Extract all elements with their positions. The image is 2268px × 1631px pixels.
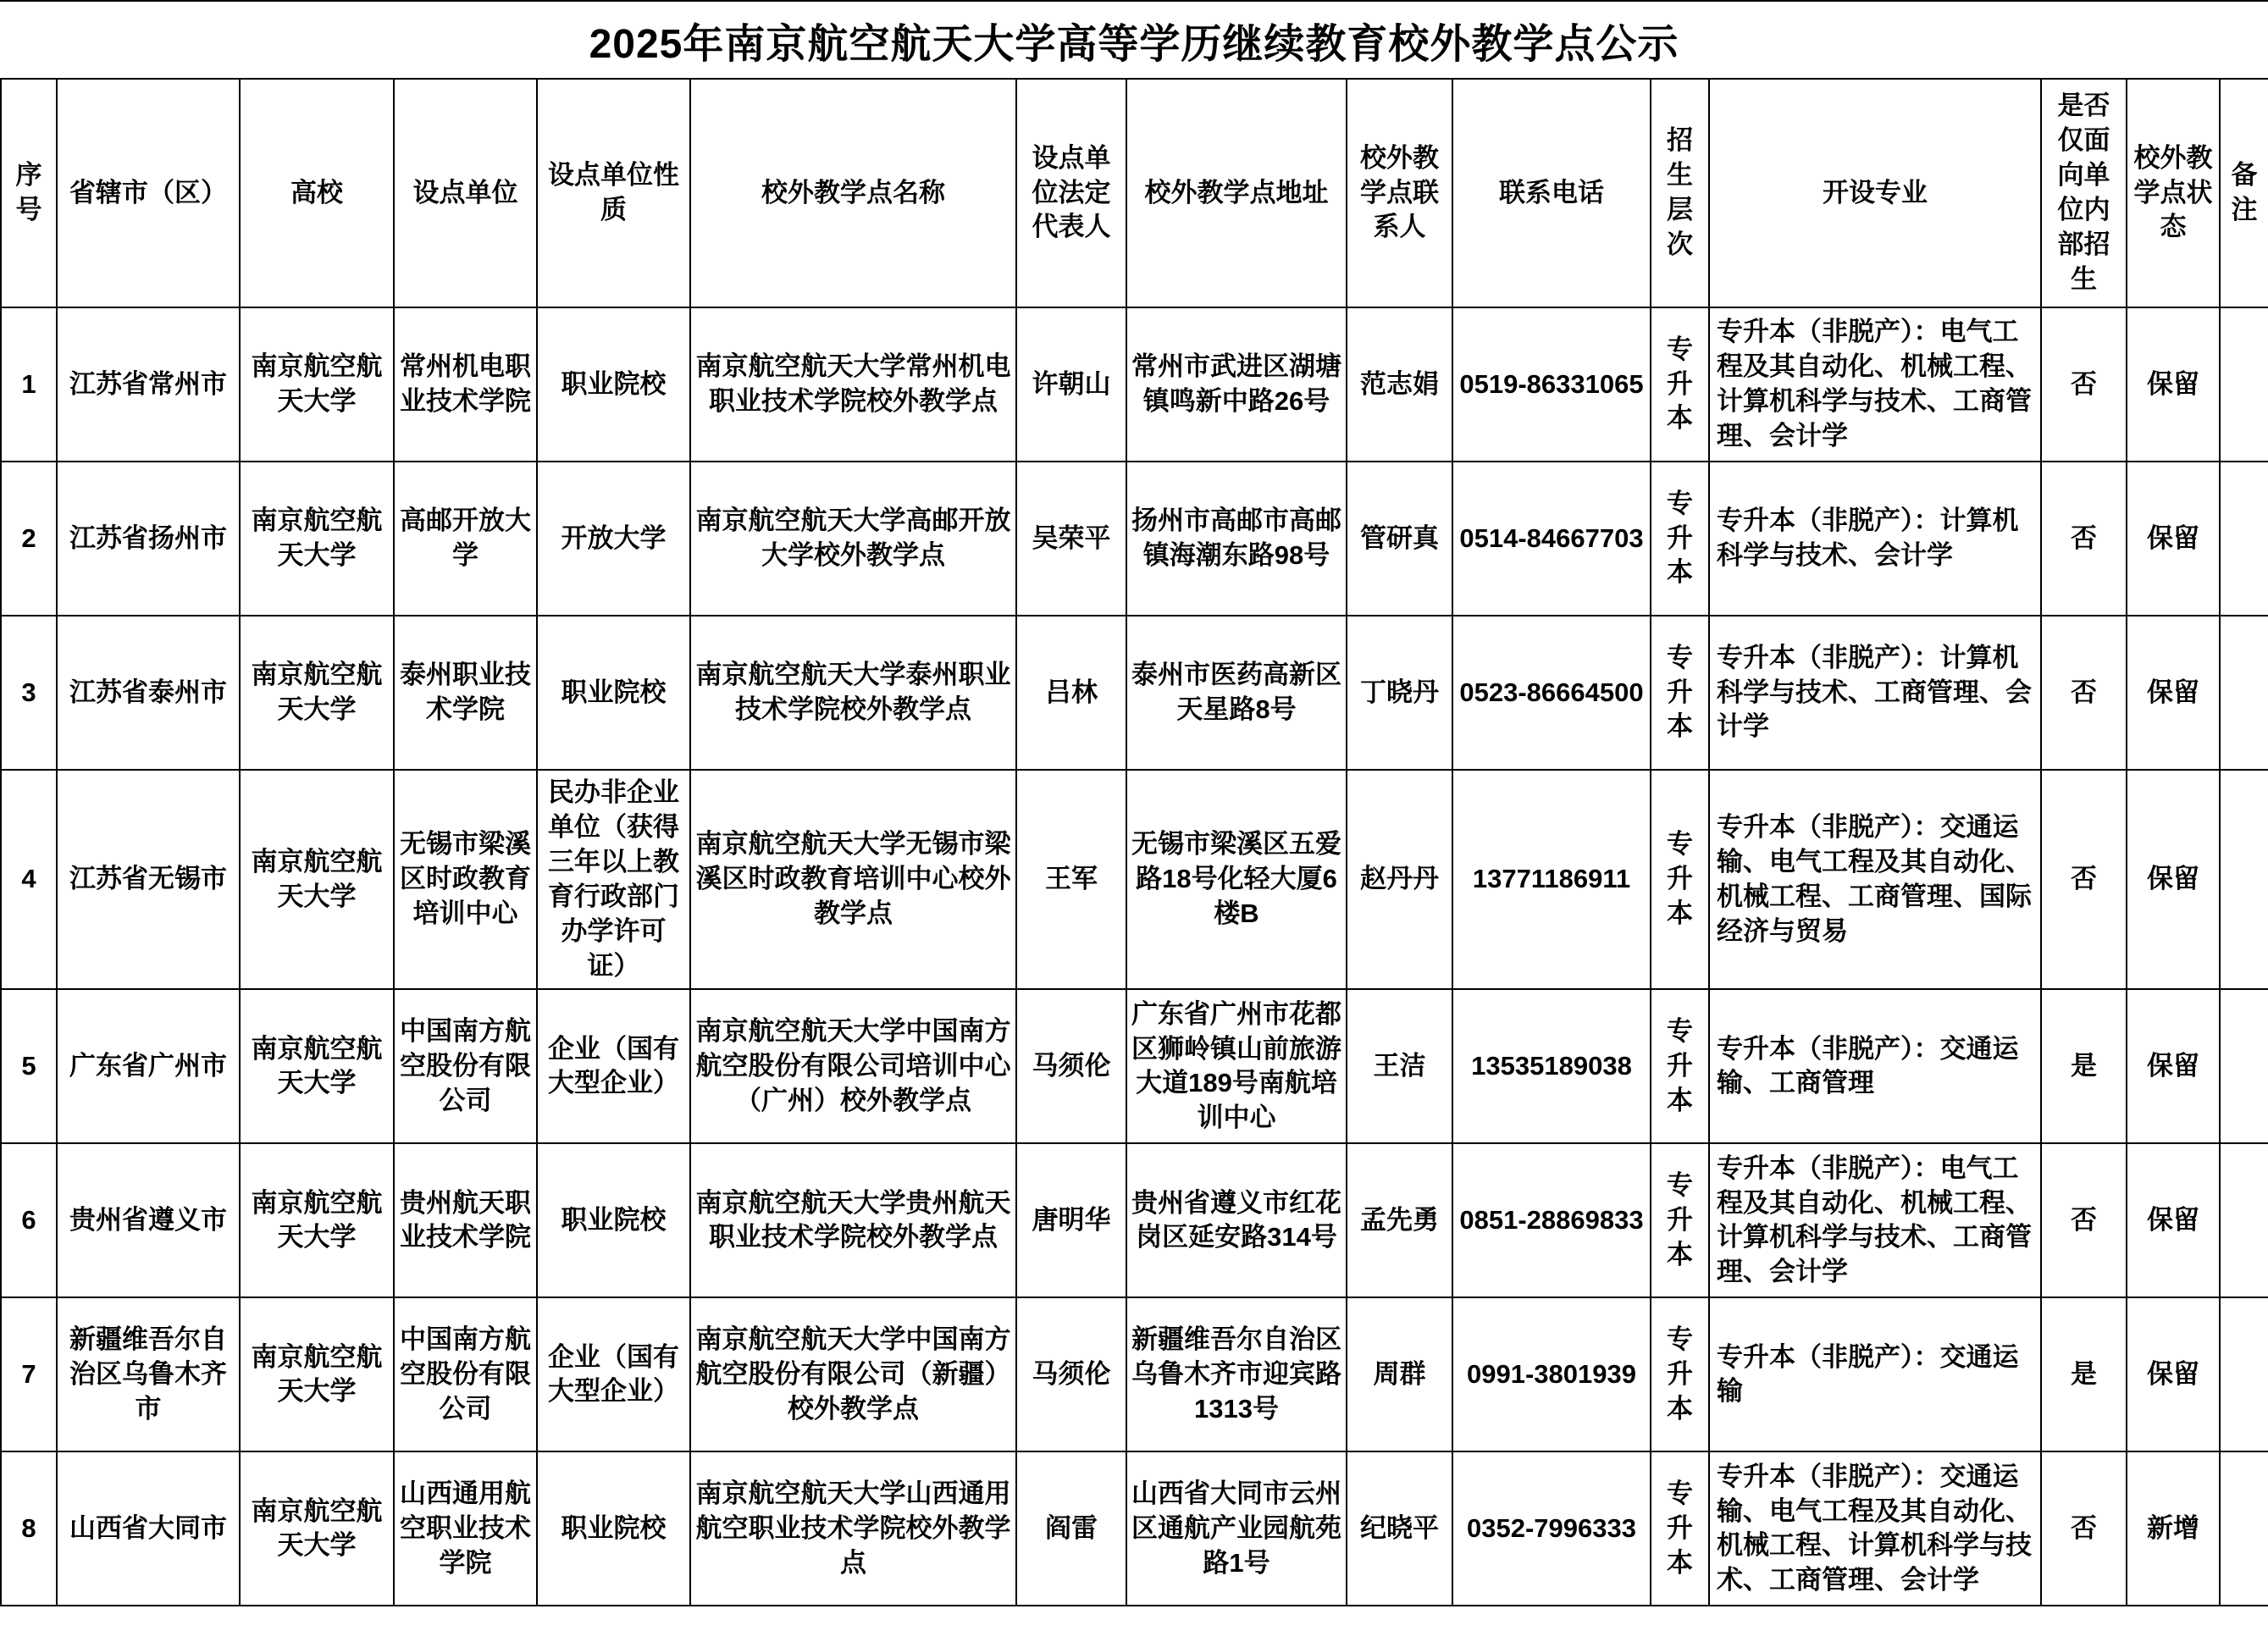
table-cell: 丁晓丹 bbox=[1347, 616, 1452, 770]
table-cell: 保留 bbox=[2127, 462, 2220, 616]
table-body bbox=[1, 307, 2268, 1606]
table-cell: 南京航空航天大学 bbox=[240, 1451, 394, 1606]
table-cell: 是 bbox=[2041, 1297, 2127, 1451]
table-cell: 吴荣平 bbox=[1016, 462, 1126, 616]
table-cell: 扬州市高邮市高邮镇海潮东路98号 bbox=[1126, 462, 1347, 616]
table-cell: 专升本 bbox=[1651, 307, 1709, 462]
table-cell: 职业院校 bbox=[537, 307, 690, 462]
table-cell: 4 bbox=[1, 770, 57, 989]
table-cell: 专升本（非脱产）：计算机科学与技术、工商管理、会计学 bbox=[1709, 616, 2041, 770]
table-cell: 新疆维吾尔自治区乌鲁木齐市迎宾路1313号 bbox=[1126, 1297, 1347, 1451]
table-cell: 否 bbox=[2041, 770, 2127, 989]
table-cell: 6 bbox=[1, 1143, 57, 1297]
table-cell: 专升本 bbox=[1651, 989, 1709, 1143]
table-cell: 民办非企业单位（获得三年以上教育行政部门办学许可证） bbox=[537, 770, 690, 989]
column-header: 校外教学点名称 bbox=[690, 79, 1016, 307]
table-cell: 0514-84667703 bbox=[1452, 462, 1651, 616]
column-header: 校外教学点地址 bbox=[1126, 79, 1347, 307]
table-cell: 许朝山 bbox=[1016, 307, 1126, 462]
table-cell: 中国南方航空股份有限公司 bbox=[394, 1297, 537, 1451]
table-cell: 0991-3801939 bbox=[1452, 1297, 1651, 1451]
table-cell: 南京航空航天大学中国南方航空股份有限公司（新疆）校外教学点 bbox=[690, 1297, 1016, 1451]
table-cell: 7 bbox=[1, 1297, 57, 1451]
column-header: 序号 bbox=[1, 79, 57, 307]
table-cell: 保留 bbox=[2127, 770, 2220, 989]
table-cell: 无锡市梁溪区时政教育培训中心 bbox=[394, 770, 537, 989]
table-cell: 常州市武进区湖塘镇鸣新中路26号 bbox=[1126, 307, 1347, 462]
table-cell: 专升本（非脱产）：交通运输 bbox=[1709, 1297, 2041, 1451]
table-cell: 吕林 bbox=[1016, 616, 1126, 770]
table-cell: 专升本（非脱产）：电气工程及其自动化、机械工程、计算机科学与技术、工商管理、会计学 bbox=[1709, 307, 2041, 462]
table-row bbox=[1, 989, 2268, 1143]
table-cell: 专升本 bbox=[1651, 1297, 1709, 1451]
table-cell: 0523-86664500 bbox=[1452, 616, 1651, 770]
table-cell: 江苏省常州市 bbox=[57, 307, 240, 462]
table-cell: 南京航空航天大学高邮开放大学校外教学点 bbox=[690, 462, 1016, 616]
table-cell: 保留 bbox=[2127, 616, 2220, 770]
table-cell: 8 bbox=[1, 1451, 57, 1606]
table-cell: 专升本 bbox=[1651, 770, 1709, 989]
table-cell bbox=[2220, 462, 2268, 616]
table-cell: 赵丹丹 bbox=[1347, 770, 1452, 989]
table-cell: 保留 bbox=[2127, 989, 2220, 1143]
table-cell: 2 bbox=[1, 462, 57, 616]
table-cell: 马须伦 bbox=[1016, 989, 1126, 1143]
table-cell: 贵州省遵义市 bbox=[57, 1143, 240, 1297]
column-header: 设点单位法定代表人 bbox=[1016, 79, 1126, 307]
table-cell: 泰州职业技术学院 bbox=[394, 616, 537, 770]
table-cell: 否 bbox=[2041, 1451, 2127, 1606]
column-header: 招生层次 bbox=[1651, 79, 1709, 307]
column-header: 设点单位性质 bbox=[537, 79, 690, 307]
table-cell bbox=[2220, 1451, 2268, 1606]
table-cell: 否 bbox=[2041, 616, 2127, 770]
column-header: 是否仅面向单位内部招生 bbox=[2041, 79, 2127, 307]
table-cell: 专升本（非脱产）：交通运输、电气工程及其自动化、机械工程、计算机科学与技术、工商管理、会计学 bbox=[1709, 1451, 2041, 1606]
table-cell: 职业院校 bbox=[537, 1451, 690, 1606]
table-cell: 王洁 bbox=[1347, 989, 1452, 1143]
table-cell bbox=[2220, 1297, 2268, 1451]
table-cell: 专升本 bbox=[1651, 1143, 1709, 1297]
table-cell: 山西省大同市 bbox=[57, 1451, 240, 1606]
table-cell: 职业院校 bbox=[537, 616, 690, 770]
table-cell: 南京航空航天大学泰州职业技术学院校外教学点 bbox=[690, 616, 1016, 770]
table-cell: 中国南方航空股份有限公司 bbox=[394, 989, 537, 1143]
table-row bbox=[1, 307, 2268, 462]
table-cell: 开放大学 bbox=[537, 462, 690, 616]
table-row bbox=[1, 1297, 2268, 1451]
table-cell: 新疆维吾尔自治区乌鲁木齐市 bbox=[57, 1297, 240, 1451]
table-cell: 南京航空航天大学 bbox=[240, 1297, 394, 1451]
table-cell: 常州机电职业技术学院 bbox=[394, 307, 537, 462]
table-cell: 江苏省泰州市 bbox=[57, 616, 240, 770]
table-cell: 否 bbox=[2041, 1143, 2127, 1297]
table-row bbox=[1, 1143, 2268, 1297]
column-header: 设点单位 bbox=[394, 79, 537, 307]
table-cell: 南京航空航天大学 bbox=[240, 462, 394, 616]
table-cell: 马须伦 bbox=[1016, 1297, 1126, 1451]
table-cell: 专升本 bbox=[1651, 616, 1709, 770]
column-header: 备注 bbox=[2220, 79, 2268, 307]
table-cell: 南京航空航天大学贵州航天职业技术学院校外教学点 bbox=[690, 1143, 1016, 1297]
table-cell: 5 bbox=[1, 989, 57, 1143]
table-cell: 贵州航天职业技术学院 bbox=[394, 1143, 537, 1297]
table-cell: 专升本 bbox=[1651, 462, 1709, 616]
table-cell: 高邮开放大学 bbox=[394, 462, 537, 616]
table-cell: 保留 bbox=[2127, 1297, 2220, 1451]
table-cell: 阎雷 bbox=[1016, 1451, 1126, 1606]
table-cell: 广东省广州市 bbox=[57, 989, 240, 1143]
column-header: 联系电话 bbox=[1452, 79, 1651, 307]
table-row bbox=[1, 1451, 2268, 1606]
table-cell: 范志娟 bbox=[1347, 307, 1452, 462]
table-cell: 专升本（非脱产）：计算机科学与技术、会计学 bbox=[1709, 462, 2041, 616]
column-header: 开设专业 bbox=[1709, 79, 2041, 307]
table-cell: 保留 bbox=[2127, 307, 2220, 462]
table-cell: 专升本（非脱产）：交通运输、工商管理 bbox=[1709, 989, 2041, 1143]
table-cell: 专升本 bbox=[1651, 1451, 1709, 1606]
table-cell: 孟先勇 bbox=[1347, 1143, 1452, 1297]
table-cell: 江苏省无锡市 bbox=[57, 770, 240, 989]
table-cell: 泰州市医药高新区天星路8号 bbox=[1126, 616, 1347, 770]
table-cell: 王军 bbox=[1016, 770, 1126, 989]
table-cell bbox=[2220, 307, 2268, 462]
table-cell: 唐明华 bbox=[1016, 1143, 1126, 1297]
table-cell: 3 bbox=[1, 616, 57, 770]
table-cell: 企业（国有大型企业） bbox=[537, 1297, 690, 1451]
table-cell: 否 bbox=[2041, 462, 2127, 616]
table-cell: 新增 bbox=[2127, 1451, 2220, 1606]
table-cell: 南京航空航天大学 bbox=[240, 616, 394, 770]
column-header: 高校 bbox=[240, 79, 394, 307]
table-cell: 贵州省遵义市红花岗区延安路314号 bbox=[1126, 1143, 1347, 1297]
table-cell bbox=[2220, 616, 2268, 770]
table-row bbox=[1, 616, 2268, 770]
table-cell: 南京航空航天大学 bbox=[240, 770, 394, 989]
table-cell: 保留 bbox=[2127, 1143, 2220, 1297]
table-cell: 职业院校 bbox=[537, 1143, 690, 1297]
table-cell: 13771186911 bbox=[1452, 770, 1651, 989]
table-cell: 0851-28869833 bbox=[1452, 1143, 1651, 1297]
page-title: 2025年南京航空航天大学高等学历继续教育校外教学点公示 bbox=[589, 21, 1679, 67]
teaching-points-table bbox=[0, 78, 2268, 1606]
table-cell: 南京航空航天大学 bbox=[240, 1143, 394, 1297]
table-cell: 南京航空航天大学常州机电职业技术学院校外教学点 bbox=[690, 307, 1016, 462]
table-cell: 0519-86331065 bbox=[1452, 307, 1651, 462]
table-cell: 南京航空航天大学 bbox=[240, 989, 394, 1143]
table-cell: 0352-7996333 bbox=[1452, 1451, 1651, 1606]
table-header bbox=[1, 79, 2268, 307]
table-cell: 是 bbox=[2041, 989, 2127, 1143]
table-cell: 纪晓平 bbox=[1347, 1451, 1452, 1606]
table-cell: 南京航空航天大学山西通用航空职业技术学院校外教学点 bbox=[690, 1451, 1016, 1606]
table-cell: 南京航空航天大学 bbox=[240, 307, 394, 462]
table-cell bbox=[2220, 770, 2268, 989]
column-header: 省辖市（区） bbox=[57, 79, 240, 307]
table-cell: 江苏省扬州市 bbox=[57, 462, 240, 616]
table-cell: 否 bbox=[2041, 307, 2127, 462]
table-cell: 专升本（非脱产）：交通运输、电气工程及其自动化、机械工程、工商管理、国际经济与贸易 bbox=[1709, 770, 2041, 989]
table-cell: 山西省大同市云州区通航产业园航苑路1号 bbox=[1126, 1451, 1347, 1606]
header-row bbox=[1, 79, 2268, 307]
table-cell: 南京航空航天大学中国南方航空股份有限公司培训中心（广州）校外教学点 bbox=[690, 989, 1016, 1143]
table-cell: 南京航空航天大学无锡市梁溪区时政教育培训中心校外教学点 bbox=[690, 770, 1016, 989]
table-cell: 周群 bbox=[1347, 1297, 1452, 1451]
table-cell: 管研真 bbox=[1347, 462, 1452, 616]
table-cell: 企业（国有大型企业） bbox=[537, 989, 690, 1143]
table-cell: 广东省广州市花都区狮岭镇山前旅游大道189号南航培训中心 bbox=[1126, 989, 1347, 1143]
table-cell: 专升本（非脱产）：电气工程及其自动化、机械工程、计算机科学与技术、工商管理、会计学 bbox=[1709, 1143, 2041, 1297]
column-header: 校外教学点联系人 bbox=[1347, 79, 1452, 307]
column-header: 校外教学点状态 bbox=[2127, 79, 2220, 307]
table-cell: 无锡市梁溪区五爱路18号化轻大厦6楼B bbox=[1126, 770, 1347, 989]
table-row bbox=[1, 462, 2268, 616]
table-cell bbox=[2220, 989, 2268, 1143]
title-bar bbox=[0, 2, 2268, 78]
table-row bbox=[1, 770, 2268, 989]
table-cell: 山西通用航空职业技术学院 bbox=[394, 1451, 537, 1606]
table-cell: 13535189038 bbox=[1452, 989, 1651, 1143]
table-cell bbox=[2220, 1143, 2268, 1297]
table-cell: 1 bbox=[1, 307, 57, 462]
